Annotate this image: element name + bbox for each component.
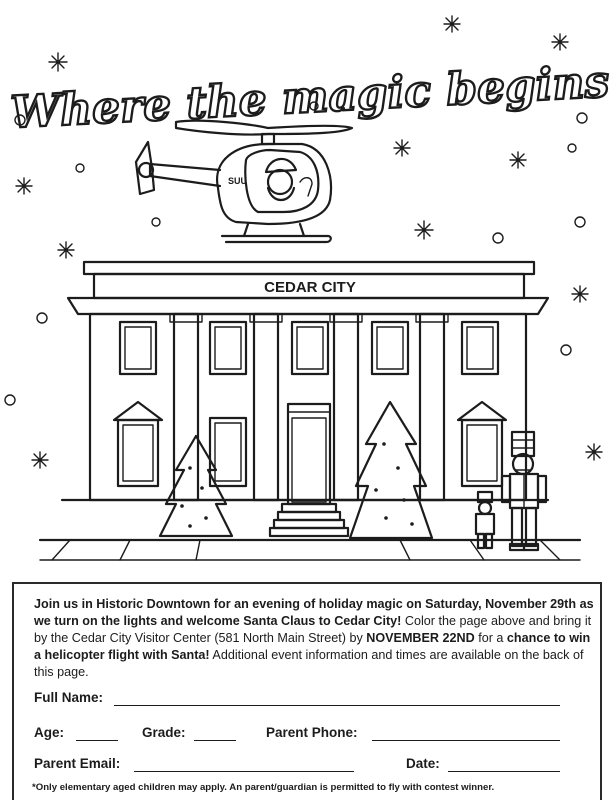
full-name-line[interactable]: [114, 705, 560, 706]
full-name-label: Full Name:: [34, 690, 104, 705]
snowflake-icon: [49, 53, 67, 71]
parent-email-label: Parent Email:: [34, 756, 121, 771]
snowflake-icon: [572, 286, 588, 302]
snowflake-icon: [510, 152, 526, 168]
date-line[interactable]: [448, 771, 560, 772]
snow-dot: [568, 144, 576, 152]
age-line[interactable]: [76, 740, 118, 741]
parent-phone-label: Parent Phone:: [266, 725, 358, 740]
parent-email-line[interactable]: [134, 771, 354, 772]
intro-bold-lead: Join us in Historic Downtown for an evening of holiday magic on Saturday, November 29th as we turn on the lights and welcome Santa Claus to Cedar City!: [34, 597, 594, 628]
snowflake-icon: [552, 34, 568, 50]
snow-dot: [152, 218, 160, 226]
parent-phone-line[interactable]: [372, 740, 560, 741]
snow-dots: [5, 102, 587, 405]
nutcracker-large: [502, 432, 546, 550]
snowflake-icon: [32, 452, 48, 468]
building: [40, 262, 580, 560]
snow-dot: [76, 164, 84, 172]
snow-dot: [5, 395, 15, 405]
snow-dot: [561, 345, 571, 355]
snow-dot: [37, 313, 47, 323]
helicopter: [136, 121, 352, 242]
headline-text: Where the magic begins: [9, 56, 611, 139]
intro-connector: for a: [474, 631, 507, 645]
intro-deadline: NOVEMBER 22ND: [366, 631, 475, 645]
intro-prize: chance to win a helicopter flight with Santa!: [34, 631, 591, 662]
snowflake-icon: [16, 178, 32, 194]
snow-dot: [575, 217, 585, 227]
grade-line[interactable]: [194, 740, 236, 741]
snowflake-icon: [394, 140, 410, 156]
building-sign: CEDAR CITY: [264, 279, 356, 296]
snow-dot: [493, 233, 503, 243]
snowflake-icon: [58, 242, 74, 258]
event-description: [34, 596, 594, 681]
snowflake-icon: [586, 444, 602, 460]
grade-label: Grade:: [142, 725, 186, 740]
eligibility-fineprint: *Only elementary aged children may apply. An parent/guardian is permitted to fly with contest winner.: [32, 782, 495, 793]
helicopter-badge: SUU: [228, 176, 248, 186]
intro-body: Color the page above and bring it by the Cedar City Visitor Center (581 North Main Street) by: [34, 614, 592, 645]
snowflake-icon: [415, 221, 433, 239]
snow-dot: [577, 113, 587, 123]
intro-tail: Additional event information and times are available on the back of this page.: [34, 648, 584, 679]
snowflake-icon: [444, 16, 460, 32]
date-label: Date:: [406, 756, 440, 771]
age-label: Age:: [34, 725, 64, 740]
